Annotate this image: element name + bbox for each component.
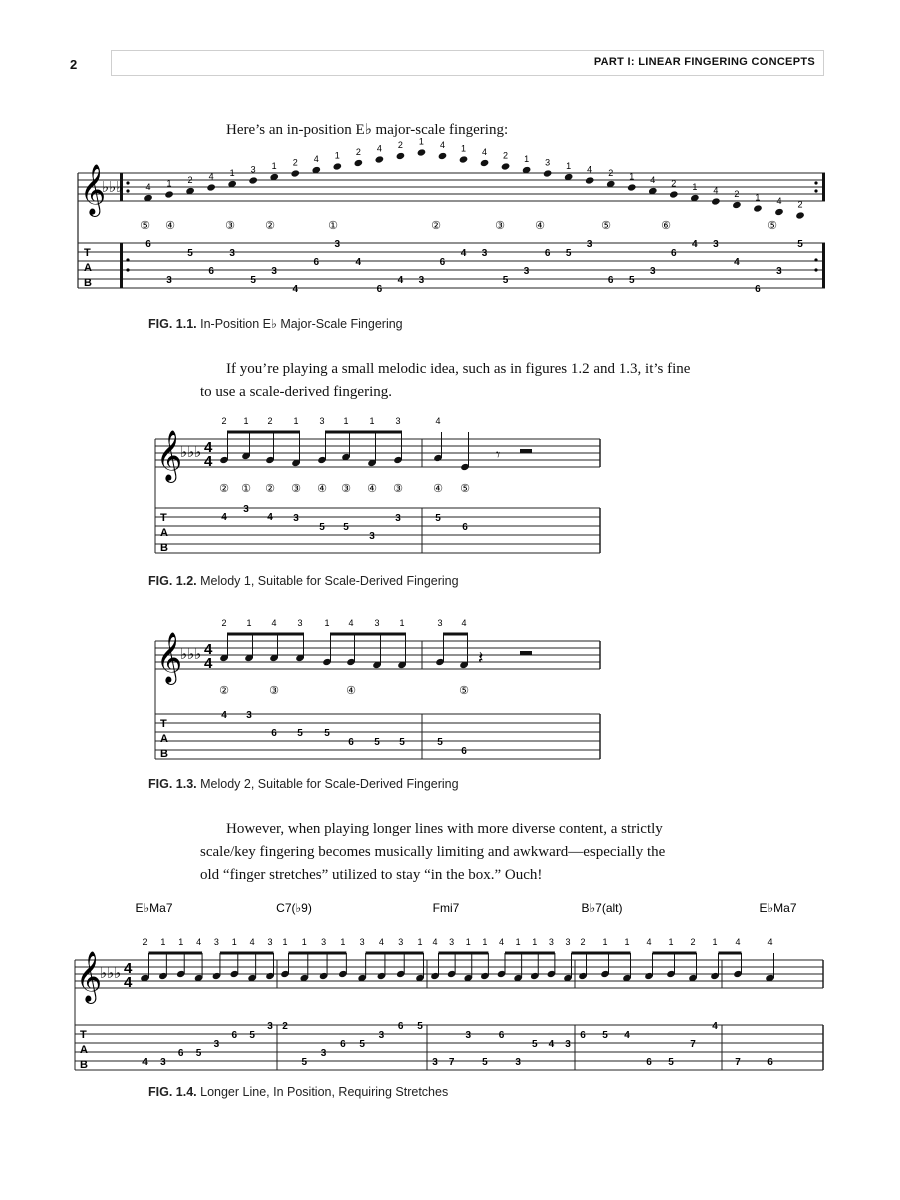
figure-1-4-label: FIG. 1.4. (148, 1085, 197, 1099)
tab-fret-number: 5 (399, 737, 405, 748)
intro-paragraph: Here’s an in-position E♭ major-scale fingering: (226, 122, 509, 138)
tab-fret-number: 5 (482, 1057, 488, 1068)
note-head (480, 159, 490, 167)
finger-number: 4 (376, 143, 382, 154)
tab-fret-number: 2 (282, 1021, 288, 1032)
svg-text:A: A (80, 1044, 88, 1056)
note-head (290, 169, 300, 177)
finger-number: 4 (646, 937, 652, 947)
tab-fret-number: 5 (531, 1039, 538, 1050)
time-signature-4-4 (204, 641, 213, 672)
finger-number: 1 (282, 937, 288, 947)
finger-number: 1 (334, 150, 340, 161)
finger-number: 4 (498, 937, 505, 947)
svg-text:4: 4 (204, 439, 213, 456)
tab-fret-number: 6 (177, 1048, 184, 1059)
finger-number: 1 (524, 154, 530, 164)
tab-fret-number: 3 (213, 1039, 220, 1050)
finger-number: 4 (439, 140, 445, 150)
tab-fret-number: 6 (271, 728, 277, 739)
finger-number: 2 (142, 937, 148, 947)
finger-number: 1 (166, 178, 172, 189)
finger-number: 1 (417, 937, 423, 947)
note-head (732, 201, 742, 209)
tab-fret-number: 6 (755, 284, 761, 295)
time-signature-4-4 (204, 439, 213, 470)
tab-fret-number: 4 (267, 512, 273, 523)
tab-fret-number: 5 (250, 275, 256, 286)
note-head (774, 208, 784, 216)
finger-number: 2 (671, 178, 677, 189)
chord-symbol: B♭7(alt) (581, 901, 623, 915)
finger-number: 1 (231, 937, 237, 947)
note-head (333, 162, 343, 170)
note-head (396, 152, 406, 160)
tab-fret-number: 6 (646, 1057, 652, 1068)
tab-clef (80, 1029, 88, 1071)
tab-fret-number: 6 (208, 266, 214, 277)
figure-1-2-label: FIG. 1.2. (148, 574, 197, 588)
finger-number: 2 (397, 140, 403, 150)
tab-fret-number: 4 (624, 1030, 630, 1041)
tab-fret-number: 5 (319, 522, 325, 533)
paragraph-3-line-2: scale/key fingering becomes musically limiting and awkward—especially the (200, 844, 666, 860)
finger-number: 1 (602, 937, 608, 947)
finger-number: 1 (178, 937, 184, 947)
tab-fret-number: 6 (348, 737, 354, 748)
svg-text:A: A (84, 262, 92, 274)
tab-fret-number: 6 (671, 248, 677, 259)
finger-number: 4 (432, 937, 438, 947)
tab-fret-number: 5 (565, 248, 572, 259)
tab-fret-number: 3 (515, 1057, 521, 1068)
tab-fret-number: 3 (160, 1057, 166, 1068)
finger-number: 1 (624, 937, 630, 947)
tab-fret-number: 4 (460, 248, 467, 259)
tab-fret-number: 3 (320, 1048, 327, 1059)
tab-fret-number: 4 (734, 257, 740, 268)
svg-text:4: 4 (124, 974, 133, 991)
tab-fret-number: 6 (313, 257, 320, 268)
svg-text:𝄾: 𝄾 (496, 447, 501, 464)
finger-number: 4 (145, 182, 151, 192)
tab-clef (160, 512, 168, 554)
tab-fret-number: 5 (324, 728, 330, 739)
finger-number: 3 (545, 157, 551, 168)
svg-text:B: B (160, 748, 168, 760)
tab-fret-number: 6 (544, 248, 551, 259)
string-number: ③ (269, 685, 279, 697)
tab-fret-number: 5 (668, 1057, 674, 1068)
chord-symbol: Fmi7 (432, 901, 460, 915)
chord-symbol: E♭Ma7 (759, 901, 797, 915)
figure-1-1-caption (148, 316, 403, 331)
tab-fret-number: 3 (523, 266, 530, 277)
finger-number: 1 (712, 937, 718, 947)
tab-fret-number: 7 (690, 1039, 696, 1050)
finger-number: 3 (398, 937, 404, 947)
finger-number: 4 (776, 196, 782, 206)
finger-number: 3 (213, 937, 219, 947)
finger-number: 4 (435, 416, 441, 426)
tab-fret-number: 3 (432, 1057, 438, 1068)
time-signature-4-4 (124, 960, 133, 991)
page-number: 2 (70, 57, 78, 72)
string-number: ① (328, 220, 338, 232)
chord-symbol: E♭Ma7 (135, 901, 173, 915)
tab-fret-number: 5 (301, 1057, 308, 1068)
tab-fret-number: 5 (343, 522, 349, 533)
finger-number: 4 (713, 185, 719, 196)
finger-number: 4 (208, 171, 214, 182)
tab-fret-number: 4 (292, 284, 299, 295)
finger-number: 1 (369, 416, 375, 426)
half-rest-icon (520, 449, 532, 453)
tab-fret-number: 3 (229, 248, 235, 259)
string-number: ④ (165, 220, 175, 232)
note-head (248, 176, 258, 184)
key-signature-flats-icon: ♭♭♭ (102, 179, 124, 196)
treble-clef-icon: 𝄞 (156, 431, 183, 480)
note-head (164, 190, 174, 198)
svg-text:4: 4 (204, 453, 213, 470)
tab-fret-number: 3 (776, 266, 782, 277)
tab-fret-number: 3 (649, 266, 656, 277)
finger-number: 1 (229, 168, 235, 178)
figure-1-2-caption (148, 574, 459, 588)
string-number: ⑤ (767, 220, 777, 232)
tab-fret-number: 3 (334, 239, 341, 250)
tab-fret-number: 5 (417, 1021, 423, 1032)
tab-fret-number: 5 (195, 1048, 202, 1059)
svg-text:B: B (160, 542, 168, 554)
tab-fret-number: 5 (797, 239, 803, 250)
string-number: ④ (535, 220, 545, 232)
finger-number: 1 (692, 182, 698, 192)
string-number: ③ (495, 220, 505, 232)
figure-1-1-label: FIG. 1.1. (148, 317, 197, 331)
tab-fret-number: 5 (602, 1030, 608, 1041)
finger-number: 1 (246, 618, 252, 628)
svg-text:T: T (160, 718, 167, 730)
svg-text:𝄽: 𝄽 (478, 648, 484, 668)
note-head (627, 183, 637, 191)
note-head (501, 162, 511, 170)
figure-1-1-notation (70, 136, 830, 308)
tab-fret-number: 3 (293, 513, 299, 524)
figure-1-4-title: Longer Line, In Position, Requiring Stretches (200, 1085, 449, 1099)
repeat-end (814, 173, 825, 288)
svg-text:A: A (160, 527, 168, 539)
finger-number: 1 (418, 136, 424, 147)
finger-number: 3 (374, 618, 380, 628)
finger-number: 1 (482, 937, 488, 947)
figure-1-4-notation (70, 898, 830, 1083)
string-number: ⑤ (459, 685, 469, 697)
svg-text:4: 4 (204, 655, 213, 672)
string-number: ⑤ (140, 220, 150, 232)
figure-1-4-caption (148, 1085, 448, 1099)
tab-fret-number: 6 (580, 1030, 586, 1041)
finger-number: 2 (690, 937, 696, 947)
string-number: ④ (346, 685, 356, 697)
tab-fret-number: 5 (187, 248, 193, 259)
finger-number: 2 (734, 189, 740, 199)
note-head (438, 152, 448, 160)
finger-number: 1 (160, 937, 166, 947)
tab-fret-number: 6 (145, 239, 151, 250)
tab-fret-number: 3 (378, 1030, 385, 1041)
svg-text:A: A (160, 733, 168, 745)
string-number: ⑥ (661, 220, 671, 232)
key-signature-flats-icon: ♭♭♭ (180, 646, 202, 663)
finger-number: 1 (301, 937, 307, 947)
paragraph-2-line-2: to use a scale-derived fingering. (200, 384, 393, 400)
svg-text:T: T (84, 247, 91, 259)
svg-text:4: 4 (204, 641, 213, 658)
string-number: ② (219, 483, 229, 495)
finger-number: 1 (343, 416, 349, 426)
tab-fret-number: 7 (448, 1057, 455, 1068)
string-number: ⑤ (460, 483, 470, 495)
note-head (585, 176, 595, 184)
finger-number: 3 (359, 937, 365, 947)
figure-1-2-title: Melody 1, Suitable for Scale-Derived Fingering (200, 574, 459, 588)
string-number: ② (265, 220, 275, 232)
finger-number: 2 (187, 175, 193, 185)
tab-fret-number: 6 (462, 522, 468, 533)
tab-fret-number: 5 (437, 737, 443, 748)
finger-number: 3 (321, 937, 327, 947)
tab-fret-number: 6 (376, 284, 383, 295)
finger-number: 1 (515, 937, 521, 947)
tab-fret-number: 3 (395, 513, 401, 524)
half-rest-icon (520, 651, 532, 655)
tab-fret-number: 3 (243, 504, 249, 515)
tab-fret-number: 5 (359, 1039, 365, 1050)
finger-number: 3 (437, 618, 443, 628)
tab-fret-number: 3 (267, 1021, 273, 1032)
finger-number: 1 (243, 416, 249, 426)
tab-fret-number: 6 (231, 1030, 238, 1041)
string-number: ③ (291, 483, 301, 495)
tab-fret-number: 3 (586, 239, 593, 250)
finger-number: 1 (465, 937, 471, 947)
chord-symbol: C7(♭9) (276, 901, 312, 915)
string-number: ① (241, 483, 251, 495)
note-head (459, 155, 469, 163)
finger-number: 1 (566, 161, 572, 171)
finger-number: 1 (755, 192, 761, 203)
finger-number: 3 (395, 416, 401, 426)
finger-number: 4 (313, 154, 319, 164)
finger-number: 2 (608, 168, 614, 178)
finger-number: 3 (565, 937, 571, 947)
tab-fret-number: 6 (340, 1039, 346, 1050)
figure-1-1-title: In-Position E♭ Major-Scale Fingering (200, 317, 403, 331)
note-head (669, 190, 679, 198)
string-number: ④ (433, 483, 443, 495)
key-signature-flats-icon: ♭♭♭ (100, 965, 122, 982)
note-head (417, 148, 427, 156)
tab-fret-number: 4 (692, 239, 698, 250)
string-number: ② (431, 220, 441, 232)
tab-fret-number: 5 (297, 728, 303, 739)
finger-number: 2 (221, 618, 227, 628)
note-head (354, 159, 364, 167)
finger-number: 1 (293, 416, 299, 426)
finger-number: 4 (482, 147, 488, 157)
finger-number: 4 (650, 175, 656, 185)
tab-fret-number: 3 (465, 1030, 472, 1041)
tab-fret-number: 5 (374, 737, 380, 748)
section-title: PART I: LINEAR FINGERING CONCEPTS (593, 56, 815, 68)
finger-number: 1 (460, 143, 466, 154)
finger-number: 4 (271, 618, 277, 628)
treble-clef-icon: 𝄞 (156, 633, 183, 682)
finger-number: 4 (735, 937, 741, 947)
finger-number: 4 (348, 618, 354, 628)
paragraph-2-line-1: If you’re playing a small melodic idea, such as in figures 1.2 and 1.3, it’s fine (226, 361, 691, 377)
tab-fret-number: 5 (502, 275, 509, 286)
figure-1-3-notation (150, 614, 610, 764)
tab-fret-number: 6 (607, 275, 614, 286)
tab-fret-number: 4 (142, 1057, 148, 1068)
finger-number: 2 (503, 150, 509, 161)
svg-text:4: 4 (124, 960, 133, 977)
string-number: ④ (367, 483, 377, 495)
tab-fret-number: 5 (628, 275, 635, 286)
tab-fret-number: 6 (439, 257, 446, 268)
finger-number: 4 (461, 618, 467, 628)
finger-number: 2 (221, 416, 227, 426)
key-signature-flats-icon: ♭♭♭ (180, 444, 202, 461)
finger-number: 4 (196, 937, 202, 947)
quarter-rest-icon (478, 648, 484, 668)
tab-clef (160, 718, 168, 760)
string-number: ② (219, 685, 229, 697)
tab-fret-number: 3 (369, 531, 375, 542)
finger-number: 3 (297, 618, 303, 628)
finger-number: 4 (249, 937, 255, 947)
finger-number: 4 (767, 937, 773, 947)
tab-fret-number: 3 (713, 239, 719, 250)
tab-fret-number: 4 (397, 275, 404, 286)
figure-1-3-title: Melody 2, Suitable for Scale-Derived Fingering (200, 777, 459, 791)
tab-fret-number: 3 (246, 710, 252, 721)
svg-text:T: T (160, 512, 167, 524)
note-head (795, 211, 805, 219)
string-number: ⑤ (601, 220, 611, 232)
finger-number: 2 (355, 147, 361, 157)
paragraph-3-line-1: However, when playing longer lines with more diverse content, a strictly (226, 821, 663, 837)
svg-text:T: T (80, 1029, 87, 1041)
finger-number: 2 (797, 199, 803, 210)
string-number: ④ (317, 483, 327, 495)
tab-fret-number: 4 (221, 512, 227, 523)
finger-number: 2 (267, 416, 273, 426)
note-head (206, 183, 216, 191)
tab-fret-number: 7 (735, 1057, 741, 1068)
finger-number: 1 (629, 171, 635, 182)
note-head (543, 169, 553, 177)
finger-number: 2 (580, 937, 586, 947)
tab-fret-number: 3 (166, 275, 172, 286)
finger-number: 3 (449, 937, 455, 947)
finger-number: 1 (324, 618, 330, 628)
string-number: ② (265, 483, 275, 495)
finger-number: 1 (271, 161, 277, 171)
tab-fret-number: 3 (481, 248, 488, 259)
tab-fret-number: 4 (221, 710, 227, 721)
string-number: ③ (225, 220, 235, 232)
tab-fret-number: 6 (397, 1021, 404, 1032)
tab-fret-number: 5 (435, 513, 441, 524)
svg-text:B: B (80, 1059, 88, 1071)
finger-number: 1 (340, 937, 346, 947)
finger-number: 4 (587, 164, 593, 175)
tab-fret-number: 3 (418, 275, 425, 286)
finger-number: 1 (668, 937, 674, 947)
finger-number: 3 (267, 937, 273, 947)
finger-number: 3 (319, 416, 325, 426)
finger-number: 3 (548, 937, 554, 947)
paragraph-3-line-3: old “finger stretches” utilized to stay “in the box.” Ouch! (200, 867, 543, 883)
finger-number: 3 (250, 164, 256, 175)
note-head (711, 197, 721, 205)
finger-number: 4 (378, 937, 384, 947)
treble-clef-icon: 𝄞 (76, 952, 103, 1001)
figure-1-3-caption (148, 777, 459, 791)
treble-clef-icon: 𝄞 (80, 165, 107, 214)
tab-fret-number: 5 (249, 1030, 255, 1041)
finger-number: 1 (399, 618, 405, 628)
tab-fret-number: 3 (565, 1039, 571, 1050)
string-number: ③ (393, 483, 403, 495)
figure-1-2-notation (150, 412, 610, 562)
tab-clef (84, 247, 92, 289)
tab-fret-number: 6 (767, 1057, 773, 1068)
finger-number: 1 (532, 937, 538, 947)
tab-fret-number: 4 (712, 1021, 718, 1032)
finger-number: 2 (292, 157, 298, 168)
note-head (375, 155, 385, 163)
eighth-rest-icon (496, 447, 500, 464)
note-head (753, 204, 763, 212)
tab-fret-number: 4 (548, 1039, 555, 1050)
tab-fret-number: 3 (271, 266, 277, 277)
string-number: ③ (341, 483, 351, 495)
svg-text:B: B (84, 277, 92, 289)
running-header (111, 50, 824, 76)
tab-fret-number: 4 (355, 257, 362, 268)
tab-fret-number: 6 (498, 1030, 505, 1041)
figure-1-3-label: FIG. 1.3. (148, 777, 197, 791)
tab-fret-number: 6 (461, 746, 467, 757)
